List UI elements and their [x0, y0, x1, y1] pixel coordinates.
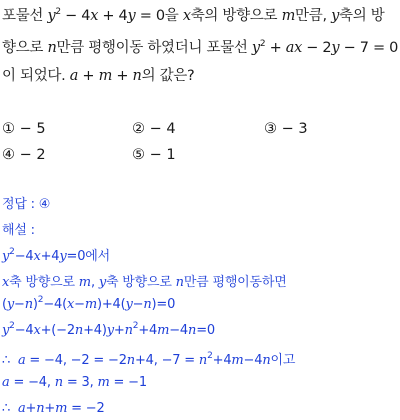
solution-line-6: a = −4, n = 3, m = −1 — [2, 375, 147, 390]
question-line-3: 이 되었다. a + m + n의 값은? — [2, 68, 195, 84]
option-5: ⑤ − 1 — [132, 147, 176, 163]
option-2: ② − 4 — [132, 121, 176, 137]
option-3: ③ − 3 — [264, 121, 308, 137]
answer-label: 정답 : ④ — [2, 197, 51, 212]
option-1: ① − 5 — [2, 121, 46, 137]
question-line-1: 포물선 $y^2 - 4x + 4y = 0$을 x축의 방향으로 m만큼, y축의 방 — [2, 7, 385, 24]
solution-line-4: $y^2-4x+(-2n+4)y+n^2+4m-4n=0$ — [2, 321, 215, 338]
question-line-2: 향으로 n만큼 평행이동 하였더니 포물선 $y^2$ + ax − 2y − 7 = 0 — [2, 39, 399, 56]
solution-line-7: ∴ a+n+m = −2 — [2, 401, 105, 416]
solution-line-2: x축 방향으로 m, y축 방향으로 n만큼 평행이동하면 — [2, 275, 287, 290]
option-4: ④ − 2 — [2, 147, 46, 163]
solution-line-5: ∴ a = −4, −2 = −2n+4, $-7 = n^2+4m-4n$이고 — [2, 351, 296, 368]
solution-line-3: $(y-n)^2-4(x-m)+4(y-n)=0$ — [2, 295, 176, 312]
explanation-label: 해설 : — [2, 223, 35, 238]
solution-line-1: $y^2-4x+4y=0$에서 — [2, 247, 110, 264]
